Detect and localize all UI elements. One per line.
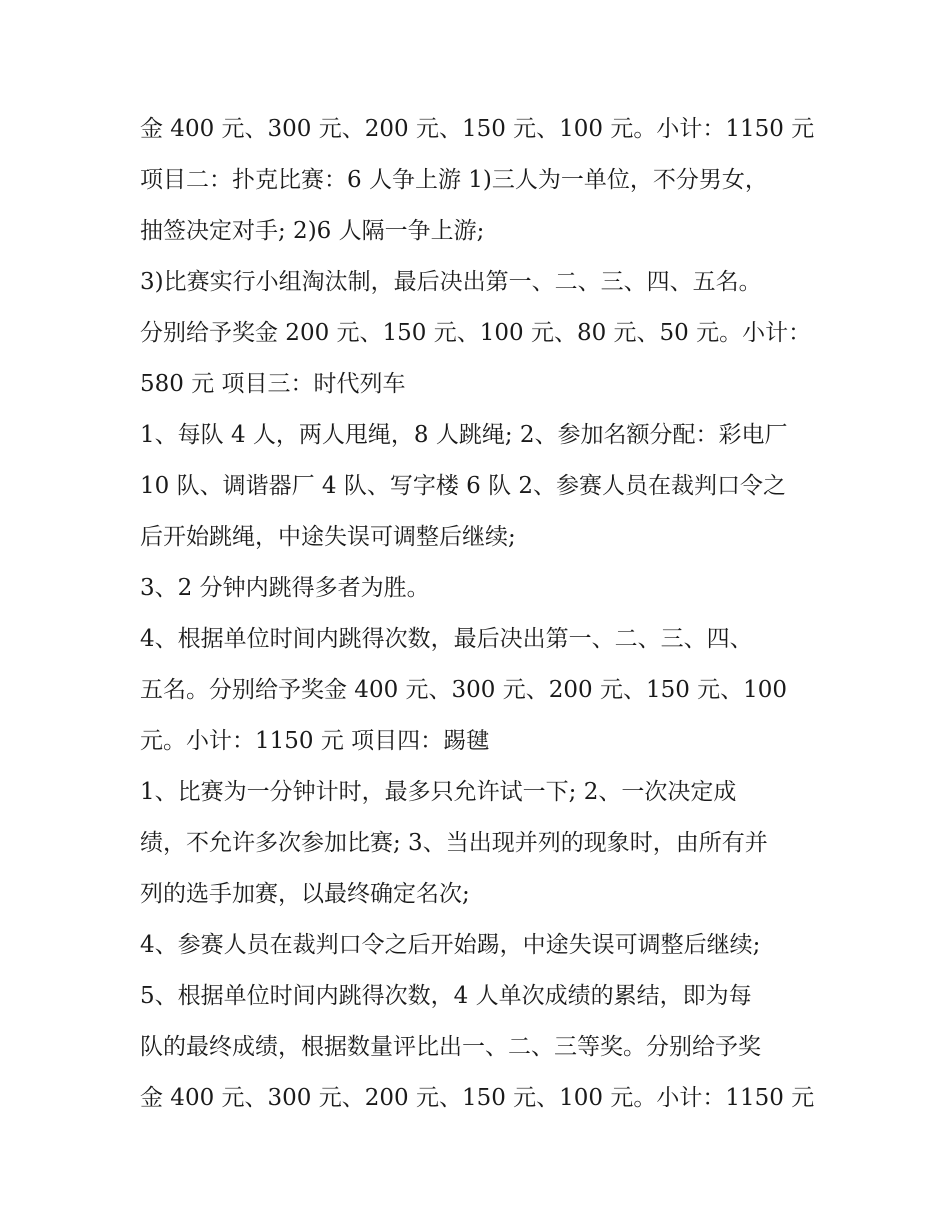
text-line: 后开始跳绳，中途失误可调整后继续; xyxy=(140,524,516,550)
text-line: 绩，不允许多次参加比赛; 3、当出现并列的现象时，由所有并 xyxy=(140,830,768,856)
text-line: 1、比赛为一分钟计时，最多只允许试一下; 2、一次决定成 xyxy=(140,779,737,805)
text-line: 五名。分别给予奖金 400 元、300 元、200 元、150 元、100 xyxy=(140,677,788,703)
text-line: 分别给予奖金 200 元、150 元、100 元、80 元、50 元。小计： xyxy=(140,320,812,346)
text-line: 1、每队 4 人，两人甩绳，8 人跳绳; 2、参加名额分配：彩电厂 xyxy=(140,422,788,448)
text-line: 列的选手加赛，以最终确定名次; xyxy=(140,881,470,907)
text-line: 5、根据单位时间内跳得次数，4 人单次成绩的累结，即为每 xyxy=(140,983,752,1009)
text-line: 金 400 元、300 元、200 元、150 元、100 元。小计：1150 元 xyxy=(140,1085,815,1111)
text-line: 4、参赛人员在裁判口令之后开始踢，中途失误可调整后继续; xyxy=(140,932,761,958)
document-body xyxy=(140,104,820,1124)
text-line: 3)比赛实行小组淘汰制，最后决出第一、二、三、四、五名。 xyxy=(140,269,762,295)
text-line: 4、根据单位时间内跳得次数，最后决出第一、二、三、四、 xyxy=(140,626,753,652)
text-line: 项目二：扑克比赛：6 人争上游 1)三人为一单位，不分男女， xyxy=(140,167,768,193)
text-line: 金 400 元、300 元、200 元、150 元、100 元。小计：1150 元 xyxy=(140,116,815,142)
text-line: 580 元 项目三：时代列车 xyxy=(140,371,406,397)
text-line: 元。小计：1150 元 项目四：踢毽 xyxy=(140,728,490,754)
text-line: 10 队、调谐器厂 4 队、写字楼 6 队 2、参赛人员在裁判口令之 xyxy=(140,473,787,499)
text-line: 抽签决定对手; 2)6 人隔一争上游; xyxy=(140,218,485,244)
text-line: 3、2 分钟内跳得多者为胜。 xyxy=(140,575,430,601)
text-line: 队的最终成绩，根据数量评比出一、二、三等奖。分别给予奖 xyxy=(140,1034,761,1060)
